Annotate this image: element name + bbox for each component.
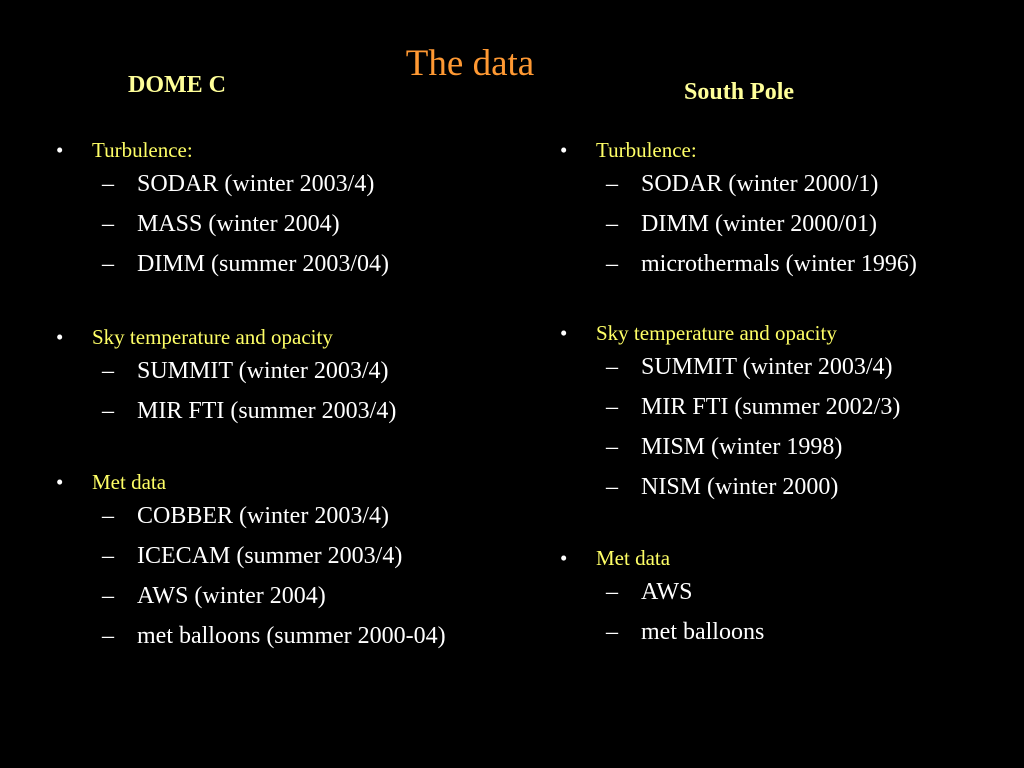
category-bullet xyxy=(560,320,1024,347)
item-text: MIR FTI (summer 2002/3) xyxy=(641,394,901,420)
bullet-icon: • xyxy=(56,138,64,162)
item-text: met balloons (summer 2000-04) xyxy=(137,623,446,649)
category-label: Turbulence: xyxy=(92,138,193,162)
dash-icon: – xyxy=(606,619,618,645)
south-pole-heading: South Pole xyxy=(684,79,795,105)
dome-c-sky-section xyxy=(56,324,526,431)
item-text: SUMMIT (winter 2003/4) xyxy=(137,358,389,384)
dash-icon: – xyxy=(606,474,618,500)
dash-icon: – xyxy=(606,211,618,237)
list-item xyxy=(560,244,1024,284)
category-bullet xyxy=(560,137,1024,164)
dash-icon: – xyxy=(102,583,114,609)
list-item xyxy=(56,244,526,284)
dash-icon: – xyxy=(606,171,618,197)
list-item xyxy=(56,391,526,431)
item-text: met balloons xyxy=(641,619,765,645)
list-item xyxy=(560,427,1024,467)
list-item xyxy=(56,351,526,391)
dash-icon: – xyxy=(102,543,114,569)
dash-icon: – xyxy=(102,503,114,529)
list-item xyxy=(560,572,1024,612)
dome-c-column xyxy=(56,137,526,656)
dash-icon: – xyxy=(102,623,114,649)
list-item xyxy=(560,612,1024,652)
south-pole-met-section xyxy=(560,545,1024,652)
list-item xyxy=(56,616,526,656)
south-pole-sky-section xyxy=(560,320,1024,507)
list-item xyxy=(56,496,526,536)
dome-c-met-section xyxy=(56,469,526,656)
category-label: Turbulence: xyxy=(596,138,697,162)
item-text: SODAR (winter 2000/1) xyxy=(641,171,879,197)
list-item xyxy=(560,204,1024,244)
item-text: COBBER (winter 2003/4) xyxy=(137,503,389,529)
category-label: Met data xyxy=(596,546,671,570)
dash-icon: – xyxy=(102,211,114,237)
list-item xyxy=(56,536,526,576)
item-text: AWS xyxy=(641,579,693,605)
item-text: SUMMIT (winter 2003/4) xyxy=(641,354,893,380)
list-item xyxy=(56,204,526,244)
bullet-icon: • xyxy=(560,138,568,162)
category-label: Sky temperature and opacity xyxy=(596,321,837,345)
item-text: MASS (winter 2004) xyxy=(137,211,340,237)
bullet-icon: • xyxy=(56,470,64,494)
list-item xyxy=(56,576,526,616)
dash-icon: – xyxy=(102,358,114,384)
bullet-icon: • xyxy=(560,546,568,570)
item-text: SODAR (winter 2003/4) xyxy=(137,171,375,197)
dash-icon: – xyxy=(102,251,114,277)
dash-icon: – xyxy=(606,251,618,277)
item-text: MISM (winter 1998) xyxy=(641,434,843,460)
item-text: NISM (winter 2000) xyxy=(641,474,839,500)
item-text: ICECAM (summer 2003/4) xyxy=(137,543,403,569)
category-label: Sky temperature and opacity xyxy=(92,325,333,349)
item-text: DIMM (summer 2003/04) xyxy=(137,251,389,277)
list-item xyxy=(560,164,1024,204)
dash-icon: – xyxy=(606,394,618,420)
item-text: MIR FTI (summer 2003/4) xyxy=(137,398,397,424)
category-bullet xyxy=(560,545,1024,572)
slide-title: The data xyxy=(405,43,535,84)
item-text: AWS (winter 2004) xyxy=(137,583,326,609)
dash-icon: – xyxy=(606,354,618,380)
category-bullet xyxy=(56,469,526,496)
category-bullet xyxy=(56,137,526,164)
category-bullet xyxy=(56,324,526,351)
dash-icon: – xyxy=(102,171,114,197)
item-text: microthermals (winter 1996) xyxy=(641,251,917,277)
category-label: Met data xyxy=(92,470,167,494)
dash-icon: – xyxy=(606,434,618,460)
south-pole-turbulence-section xyxy=(560,137,1024,284)
bullet-icon: • xyxy=(56,325,64,349)
south-pole-column xyxy=(560,137,1024,652)
list-item xyxy=(56,164,526,204)
dome-c-heading: DOME C xyxy=(128,72,226,98)
bullet-icon: • xyxy=(560,321,568,345)
dash-icon: – xyxy=(606,579,618,605)
dash-icon: – xyxy=(102,398,114,424)
list-item xyxy=(560,467,1024,507)
list-item xyxy=(560,347,1024,387)
list-item xyxy=(560,387,1024,427)
item-text: DIMM (winter 2000/01) xyxy=(641,211,877,237)
dome-c-turbulence-section xyxy=(56,137,526,284)
